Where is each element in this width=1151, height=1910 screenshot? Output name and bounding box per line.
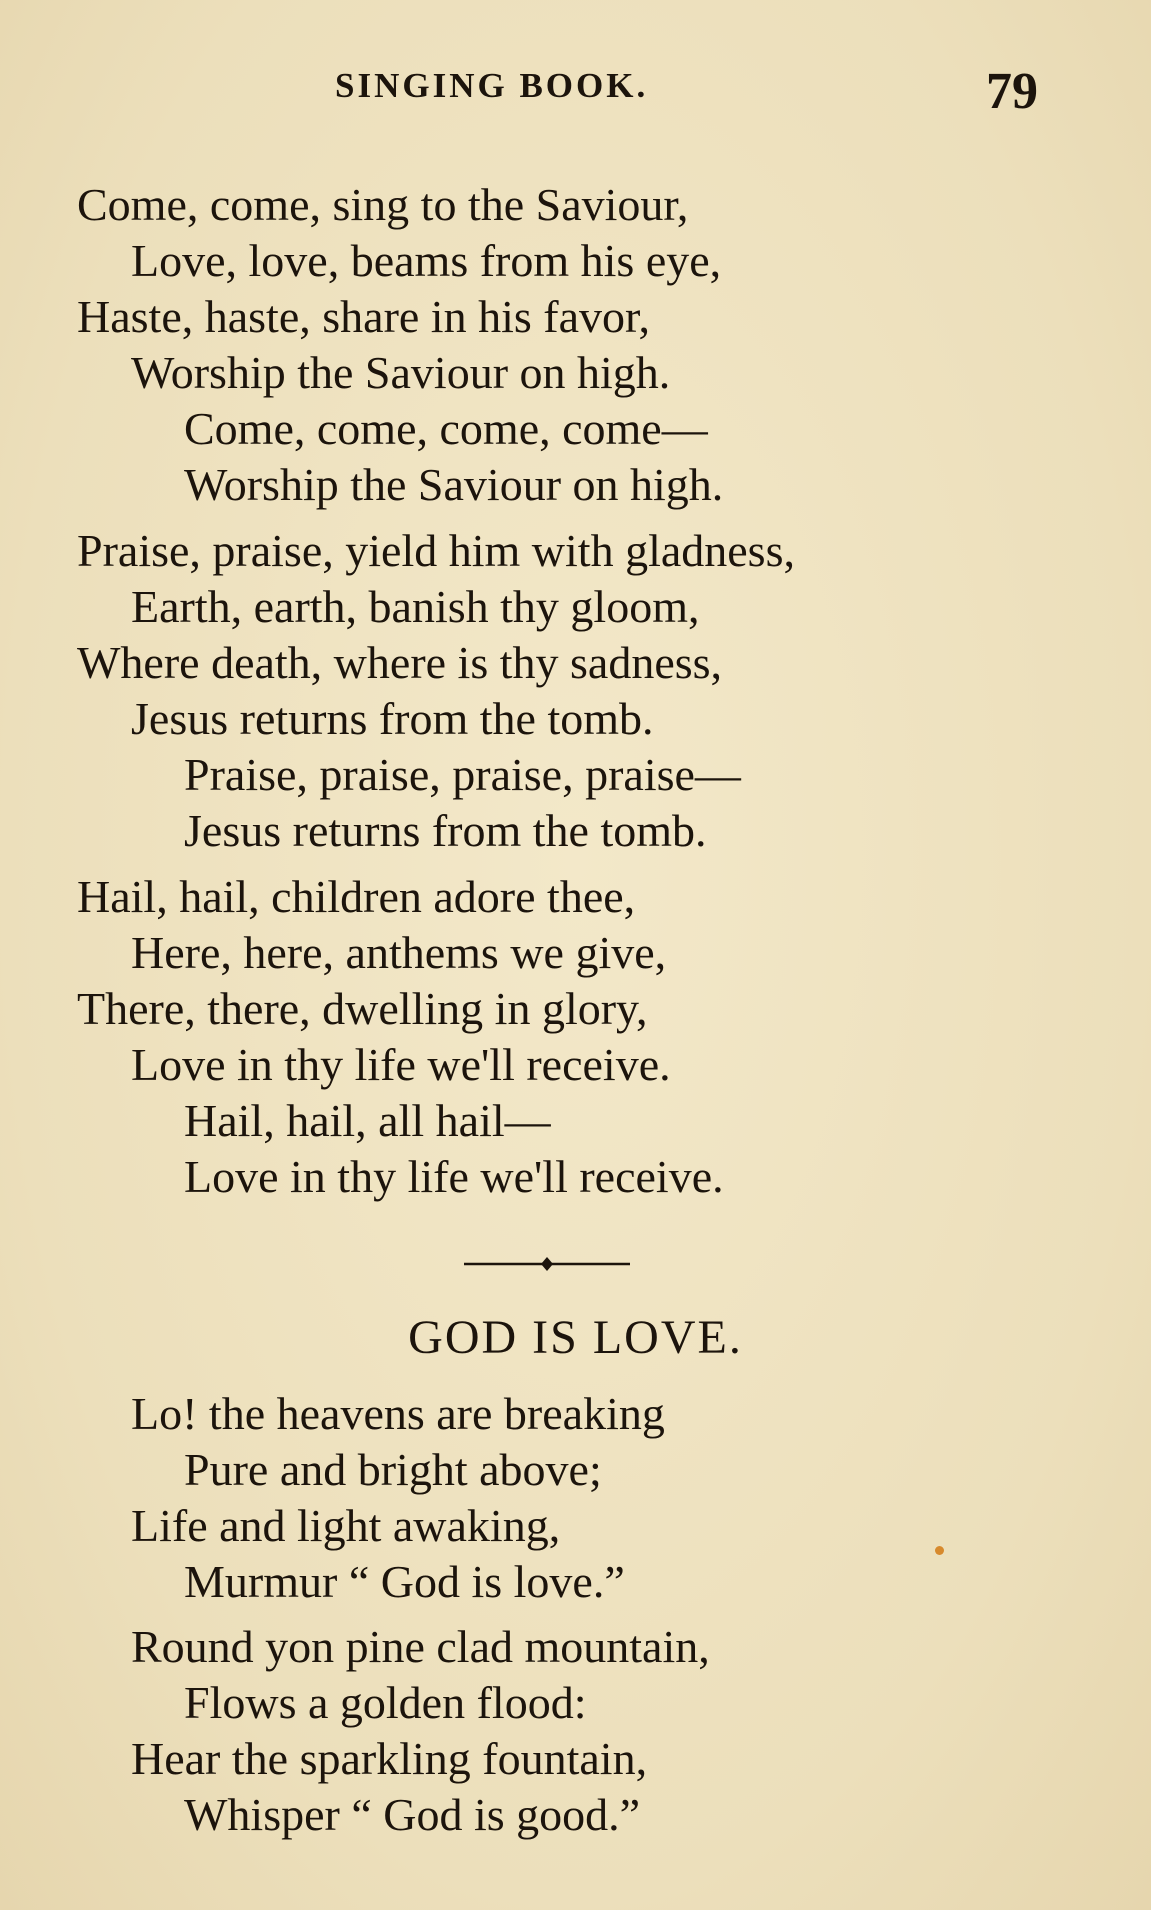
- verse-line: Where death, where is thy sadness,: [77, 637, 723, 688]
- running-head: SINGING BOOK.: [335, 66, 649, 105]
- verse-line: Lo! the heavens are breaking: [131, 1388, 665, 1439]
- verse-line: Love in thy life we'll receive.: [131, 1039, 671, 1090]
- verse-line: Life and light awaking,: [131, 1500, 561, 1551]
- page-number: 79: [986, 63, 1038, 120]
- hymn1-stanza-2: [77, 523, 1077, 859]
- verse-line: Round yon pine clad mountain,: [131, 1621, 710, 1672]
- verse-line: Here, here, anthems we give,: [131, 927, 667, 978]
- paper-stain: [935, 1546, 944, 1555]
- verse-line: There, there, dwelling in glory,: [77, 983, 648, 1034]
- verse-line: Worship the Saviour on high.: [184, 459, 724, 510]
- verse-line: Come, come, come, come—: [184, 403, 708, 454]
- verse-line: Jesus returns from the tomb.: [131, 693, 654, 744]
- verse-line: Haste, haste, share in his favor,: [77, 291, 650, 342]
- verse-line: Flows a golden flood:: [184, 1677, 587, 1728]
- verse-line: Jesus returns from the tomb.: [184, 805, 707, 856]
- verse-line: Whisper “ God is good.”: [184, 1789, 641, 1840]
- verse-line: Come, come, sing to the Saviour,: [77, 179, 689, 230]
- hymn1-stanza-3: [77, 869, 1077, 1205]
- verse-line: Praise, praise, praise, praise—: [184, 749, 741, 800]
- hymn2-stanza-1: [77, 1386, 1077, 1610]
- verse-line: Earth, earth, banish thy gloom,: [131, 581, 700, 632]
- verse-line: Hail, hail, all hail—: [184, 1095, 551, 1146]
- ornament-divider: [464, 1256, 630, 1272]
- verse-line: Love, love, beams from his eye,: [131, 235, 722, 286]
- verse-line: Hear the sparkling fountain,: [131, 1733, 648, 1784]
- hymn2-stanza-2: [77, 1619, 1077, 1843]
- verse-line: Hail, hail, children adore thee,: [77, 871, 636, 922]
- verse-line: Pure and bright above;: [184, 1444, 602, 1495]
- verse-line: Murmur “ God is love.”: [184, 1556, 625, 1607]
- verse-line: Praise, praise, yield him with gladness,: [77, 525, 795, 576]
- hymn-title: GOD IS LOVE.: [408, 1311, 743, 1364]
- verse-line: Love in thy life we'll receive.: [184, 1151, 724, 1202]
- verse-line: Worship the Saviour on high.: [131, 347, 671, 398]
- hymn1-stanza-1: [77, 177, 1077, 513]
